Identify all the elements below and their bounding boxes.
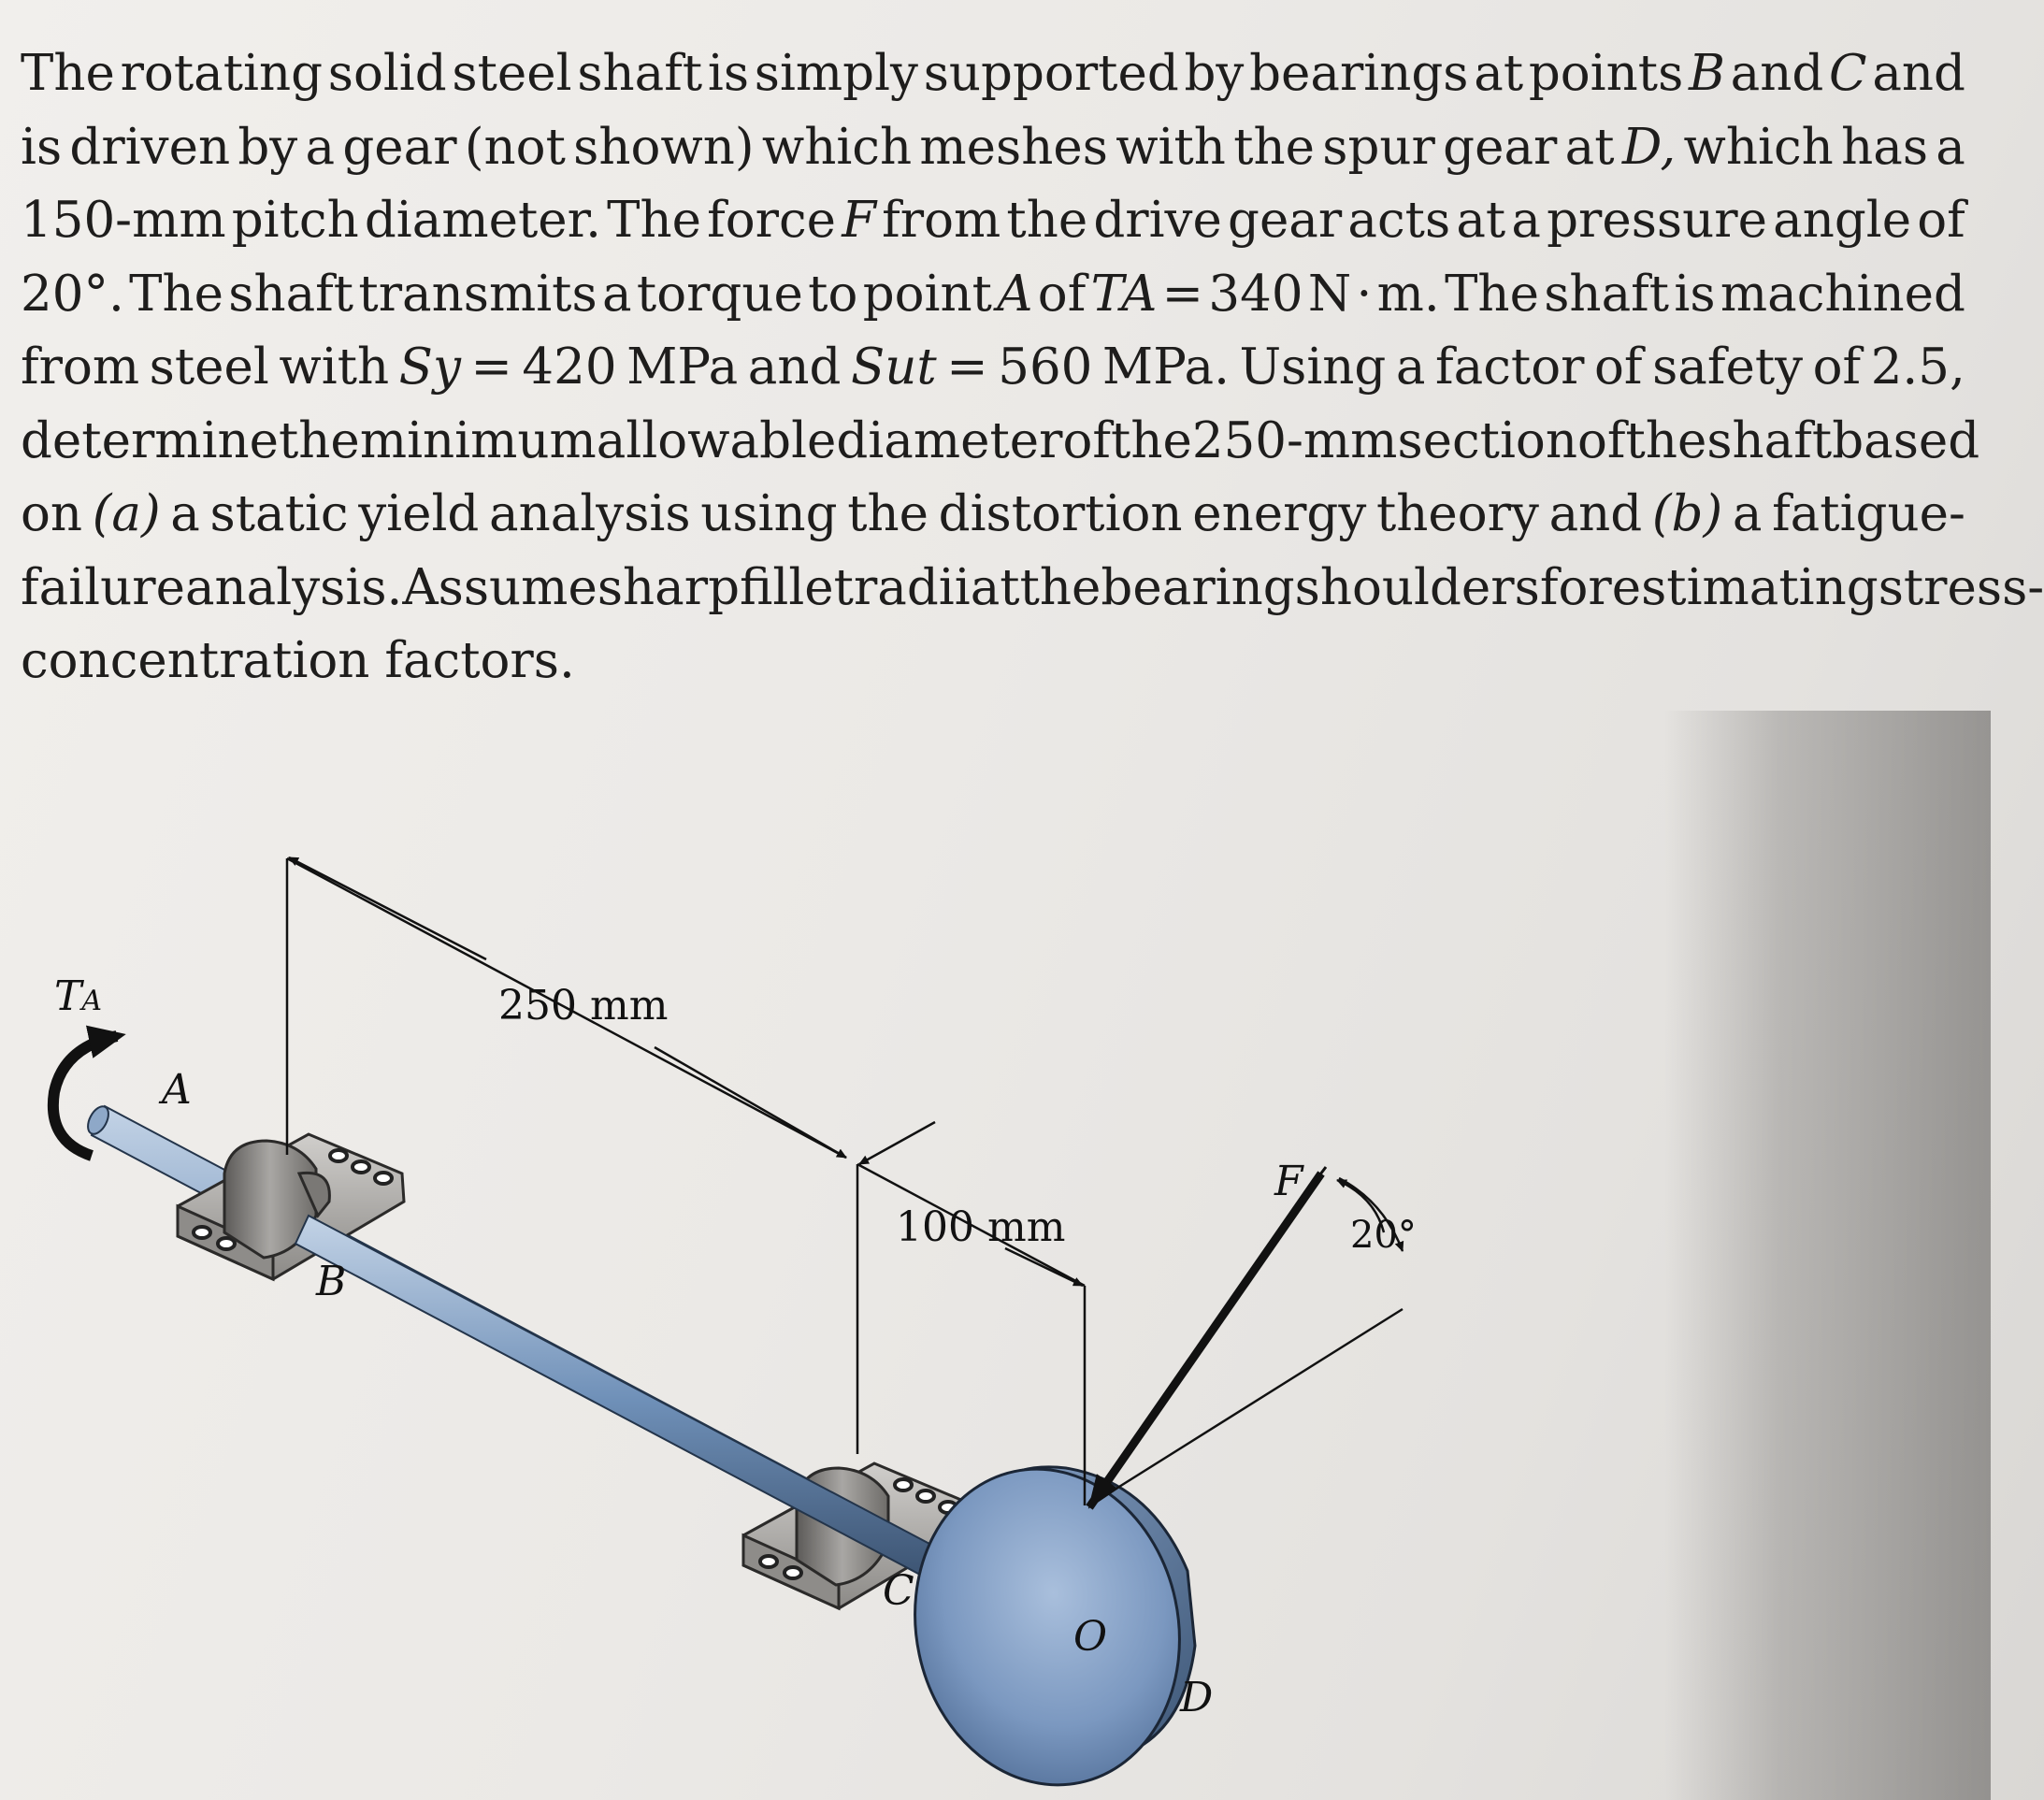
problem-word: which (1683, 118, 1834, 176)
problem-word: a (305, 118, 336, 176)
problem-word: analysis (488, 485, 691, 542)
problem-word: radii (853, 558, 971, 616)
problem-word: 20°. (21, 265, 124, 323)
problem-word: the (1019, 558, 1101, 616)
problem-word: the (1111, 411, 1192, 469)
problem-word: at (1456, 192, 1506, 249)
problem-word: is (707, 45, 750, 102)
problem-word: shoulders (1294, 558, 1540, 616)
point-b-label: B (316, 1258, 347, 1305)
problem-word: simply (754, 45, 918, 102)
problem-word: Sut (850, 338, 937, 396)
problem-word: allowable (596, 411, 837, 469)
problem-word: and (747, 338, 842, 396)
problem-word: A (997, 265, 1033, 323)
problem-word: gear (1228, 192, 1343, 249)
problem-word: shaft (228, 265, 354, 323)
problem-word: minimum (359, 411, 597, 469)
problem-word: which (761, 118, 913, 176)
problem-word: yield (358, 485, 480, 542)
problem-word: and (1548, 485, 1643, 542)
problem-word: D, (1621, 118, 1677, 176)
problem-word: theory (1375, 485, 1539, 542)
problem-word: shown) (573, 118, 755, 176)
problem-word: of (1917, 192, 1965, 249)
problem-word: 250-mm (1191, 411, 1398, 469)
problem-word: is (21, 118, 63, 176)
problem-word: with (1116, 118, 1226, 176)
problem-word: spur (1322, 118, 1435, 176)
problem-word: steel (452, 45, 572, 102)
problem-word: a (1395, 338, 1426, 396)
problem-word: the (279, 411, 360, 469)
problem-word: the (847, 485, 929, 542)
problem-word: of (1576, 411, 1626, 469)
dim-100-arrow-right (1005, 1248, 1083, 1286)
problem-word: (not (464, 118, 566, 176)
problem-word: The (1445, 265, 1539, 323)
problem-word: point (862, 265, 992, 323)
problem-word: pressure (1547, 192, 1767, 249)
problem-word: a (1732, 485, 1763, 542)
problem-word: Assume (402, 558, 597, 616)
problem-word: The (21, 45, 115, 102)
problem-word: rotating (120, 45, 324, 102)
problem-word: static (209, 485, 349, 542)
problem-word: · (1356, 265, 1373, 323)
problem-word: from (882, 192, 1001, 249)
problem-word: of (1062, 411, 1112, 469)
problem-word: MPa (626, 338, 739, 396)
problem-word: machined (1720, 265, 1965, 323)
problem-word: solid (327, 45, 447, 102)
dim-100-label: 100 mm (896, 1203, 1066, 1251)
problem-word: using (700, 485, 838, 542)
problem-word: based (1832, 411, 1980, 469)
problem-word: gear (342, 118, 457, 176)
problem-word: transmits (358, 265, 597, 323)
problem-word: failure (21, 558, 185, 616)
problem-word: section (1397, 411, 1577, 469)
force-f-arrow (1089, 1174, 1321, 1507)
problem-word: shaft (577, 45, 703, 102)
problem-word: for (1539, 558, 1612, 616)
problem-word: at (1564, 118, 1615, 176)
problem-word: energy (1192, 485, 1367, 542)
problem-word: fillet (740, 558, 854, 616)
problem-word: gear (1443, 118, 1558, 176)
problem-word: and (1730, 45, 1824, 102)
problem-word: safety (1652, 338, 1804, 396)
problem-word: TA (1090, 265, 1158, 323)
problem-word: 420 (522, 338, 617, 396)
problem-word: steel (149, 338, 269, 396)
problem-word: supported (923, 45, 1179, 102)
angle-label: 20° (1350, 1214, 1417, 1257)
problem-word: a (1511, 192, 1541, 249)
problem-word: of (1037, 265, 1087, 323)
problem-word: factors. (384, 632, 575, 689)
problem-word: sharp (597, 558, 741, 616)
problem-word: Sy (398, 338, 461, 396)
problem-word: = (946, 338, 988, 396)
problem-word: pitch (231, 192, 359, 249)
problem-word: meshes (919, 118, 1108, 176)
problem-word: has (1841, 118, 1929, 176)
dimension-lines (287, 858, 1403, 1505)
point-d-label: D (1180, 1674, 1214, 1721)
problem-word: at (970, 558, 1020, 616)
problem-word: from (21, 338, 140, 396)
problem-word: The (607, 192, 701, 249)
shaft-front (295, 1216, 1030, 1625)
problem-word: driven (69, 118, 231, 176)
problem-word: at (1474, 45, 1524, 102)
problem-word: stress- (1878, 558, 2044, 616)
problem-word: a (601, 265, 632, 323)
point-c-label: C (883, 1567, 914, 1615)
problem-word: acts (1347, 192, 1451, 249)
problem-word: analysis. (184, 558, 403, 616)
problem-word: = (470, 338, 512, 396)
problem-word: bearings (1249, 45, 1469, 102)
point-o-label: O (1073, 1613, 1108, 1661)
problem-word: N (1307, 265, 1352, 323)
problem-word: points (1528, 45, 1684, 102)
problem-word: Using (1239, 338, 1387, 396)
problem-word: bearing (1101, 558, 1295, 616)
problem-word: diameter (836, 411, 1063, 469)
dim-250-label: 250 mm (498, 982, 669, 1030)
problem-word: concentration (21, 632, 370, 689)
dim-250-arrow-right (655, 1047, 846, 1158)
problem-word: C (1829, 45, 1867, 102)
problem-word: the (1006, 192, 1088, 249)
problem-word: diameter. (364, 192, 601, 249)
problem-word: force (707, 192, 837, 249)
problem-word: 150-mm (21, 192, 226, 249)
problem-word: the (1233, 118, 1316, 176)
problem-word: a (170, 485, 200, 542)
problem-word: and (1872, 45, 1965, 102)
problem-word: 340 (1208, 265, 1303, 323)
problem-word: torque (636, 265, 803, 323)
problem-word: (a) (92, 485, 161, 542)
problem-word: B (1688, 45, 1725, 102)
problem-word: to (808, 265, 858, 323)
problem-word: is (1674, 265, 1716, 323)
problem-word: a (1936, 118, 1965, 176)
problem-word: determine (21, 411, 279, 469)
problem-word: with (279, 338, 390, 396)
problem-word: the (1625, 411, 1707, 469)
dim-250-arrow-left (289, 857, 486, 959)
problem-word: F (842, 192, 876, 249)
force-f-tail (1300, 1167, 1326, 1202)
point-a-label: A (162, 1066, 192, 1114)
problem-word: of (1812, 338, 1862, 396)
problem-word: estimating (1611, 558, 1878, 616)
torque-label: TA (54, 972, 103, 1020)
problem-word: 560 (998, 338, 1093, 396)
problem-word: shaft (1706, 411, 1833, 469)
problem-word: of (1594, 338, 1643, 396)
problem-word: by (1184, 45, 1245, 102)
problem-word: m. (1376, 265, 1440, 323)
problem-word: The (129, 265, 223, 323)
problem-word: by (238, 118, 298, 176)
force-f-label: F (1274, 1158, 1303, 1205)
dim-100-arrow-left (859, 1122, 935, 1164)
problem-word: angle (1773, 192, 1912, 249)
problem-word: factor (1435, 338, 1585, 396)
problem-word: shaft (1544, 265, 1670, 323)
problem-word: drive (1093, 192, 1222, 249)
problem-word: fatigue- (1772, 485, 1965, 542)
problem-word: = (1161, 265, 1204, 323)
problem-word: on (21, 485, 83, 542)
problem-word: (b) (1651, 485, 1723, 542)
problem-word: distortion (938, 485, 1183, 542)
problem-word: 2.5, (1870, 338, 1965, 396)
problem-word: MPa. (1101, 338, 1230, 396)
